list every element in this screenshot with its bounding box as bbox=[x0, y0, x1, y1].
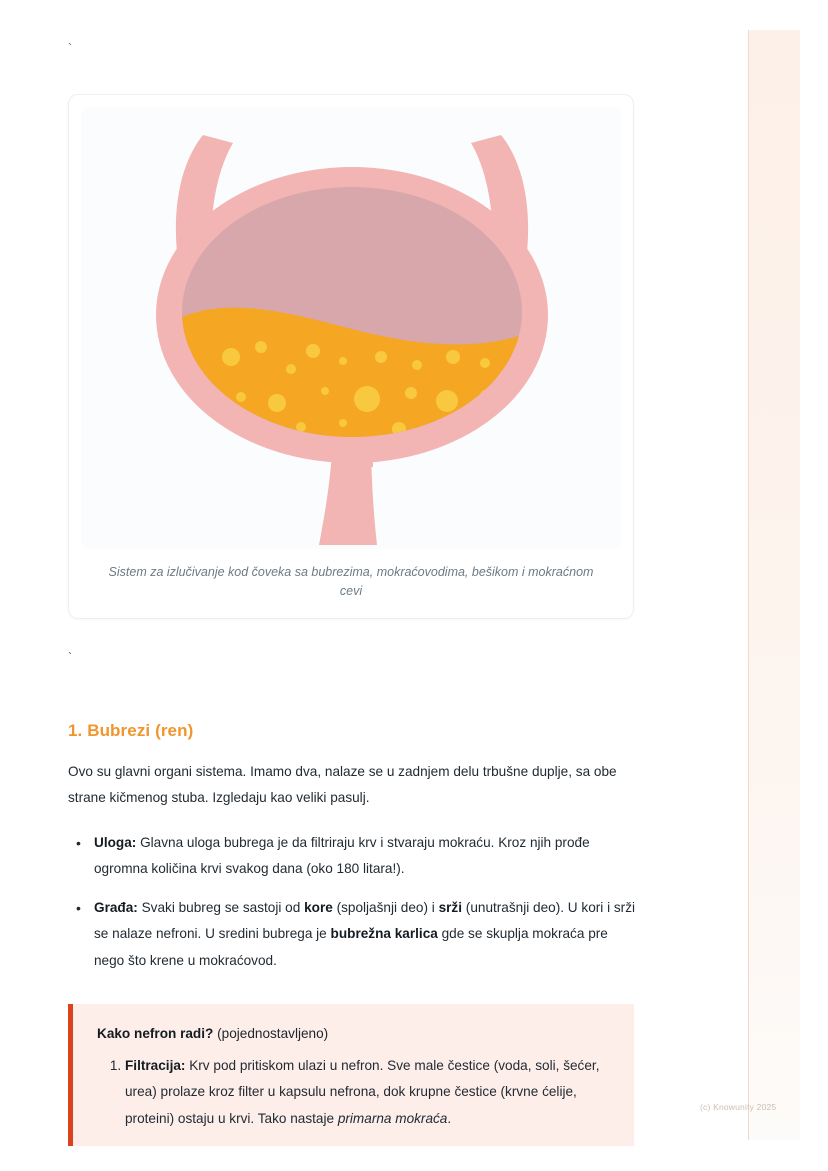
urinary-system-illustration bbox=[81, 107, 621, 549]
tick-mark-middle: ` bbox=[68, 649, 72, 664]
copyright-notice: (c) Knowunity 2025 bbox=[700, 1102, 777, 1112]
bullet-text: Glavna uloga bubrega je da filtriraju krv i stvaraju mokraću. Kroz njih prođe ogromna količina krvi svakog dana (oko 180 litara!). bbox=[94, 834, 590, 877]
bullet-label: Uloga: bbox=[94, 834, 137, 850]
decorative-stripe-line bbox=[748, 30, 749, 1140]
bullet-label: Građa: bbox=[94, 899, 138, 915]
decorative-right-stripe bbox=[748, 30, 800, 1140]
bullet-text: Svaki bubreg se sastoji od kore (spoljašnji deo) i srži (unutrašnji deo). U kori i srži se nalaze nefroni. U sredini bubrega je bubrežna karlica gde se skuplja mokraća pre nego što krene u mokraćovod. bbox=[94, 899, 636, 968]
callout-item-text: Krv pod pritiskom ulazi u nefron. Sve male čestice (voda, soli, šećer, urea) prolaze kroz filter u kapsulu nefrona, dok krupne čestice (krvne ćelije, proteini) ostaju u krvi. Tako nastaje primarna mokraća. bbox=[125, 1057, 600, 1126]
document-content bbox=[68, 0, 640, 1146]
list-item bbox=[125, 1053, 612, 1133]
bladder-diagram-svg bbox=[81, 107, 621, 549]
list-item bbox=[90, 895, 640, 975]
callout-item-label: Filtracija: bbox=[125, 1057, 186, 1073]
section-heading: 1. Bubrezi (ren) bbox=[68, 720, 194, 740]
callout-box bbox=[68, 1004, 634, 1146]
figure-caption: Sistem za izlučivanje kod čoveka sa bubrezima, mokraćovodima, bešikom i mokraćnom cevi bbox=[108, 565, 594, 599]
figure-card bbox=[68, 94, 634, 619]
list-item bbox=[90, 830, 640, 883]
section-bullet-list bbox=[68, 830, 640, 975]
callout-ordered-list bbox=[97, 1053, 612, 1133]
section-intro-paragraph: Ovo su glavni organi sistema. Imamo dva, nalaze se u zadnjem delu trbušne duplje, sa obe strane kičmenog stuba. Izgledaju kao veliki pasulj. bbox=[68, 763, 617, 806]
callout-title-bold: Kako nefron radi? bbox=[97, 1026, 214, 1042]
tick-mark-top: ` bbox=[68, 41, 72, 55]
callout-title bbox=[97, 1022, 612, 1046]
callout-title-rest: (pojednostavljeno) bbox=[213, 1026, 329, 1042]
